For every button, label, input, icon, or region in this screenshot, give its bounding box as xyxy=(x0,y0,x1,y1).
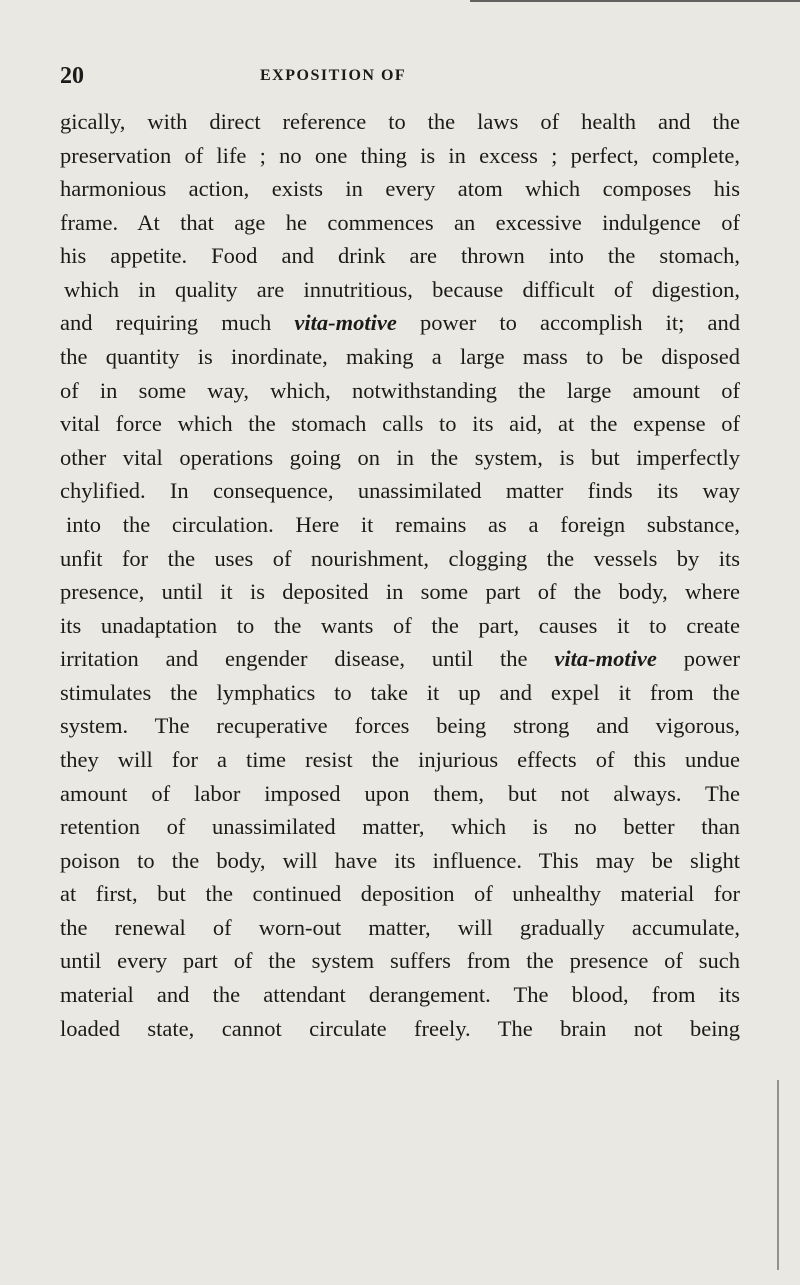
text-line xyxy=(60,743,740,777)
text-line xyxy=(60,642,740,676)
italic-term: vita-motive xyxy=(554,646,657,672)
text-segment: power xyxy=(656,646,740,672)
margin-binding-mark xyxy=(777,1080,779,1270)
text-line xyxy=(60,676,740,710)
text-segment: power to accomplish it; and xyxy=(396,310,740,336)
text-line xyxy=(60,944,740,978)
page-edge-shadow xyxy=(470,0,800,2)
text-segment: retention of unassimilated matter, which is no better than xyxy=(60,814,740,840)
text-line xyxy=(60,609,740,643)
text-segment: the renewal of worn-out matter, will gradually accumulate, xyxy=(60,914,740,940)
text-line xyxy=(60,911,740,945)
text-line xyxy=(60,273,740,307)
text-segment: vital force which the stomach calls to its aid, at the expense of xyxy=(60,411,740,437)
text-line xyxy=(60,441,740,475)
text-line xyxy=(60,105,740,139)
text-line xyxy=(60,844,740,878)
text-segment: until every part of the system suffers from the presence of such xyxy=(60,948,740,974)
running-head: EXPOSITION OF xyxy=(260,67,407,84)
text-segment: into the circulation. Here it remains as a foreign substance, xyxy=(66,511,740,537)
text-segment: at first, but the continued deposition of unhealthy material for xyxy=(60,881,740,907)
text-segment: preservation of life ; no one thing is in excess ; perfect, complete, xyxy=(60,142,740,168)
text-line xyxy=(60,777,740,811)
text-segment: material and the attendant derangement. The blood, from its xyxy=(60,982,740,1008)
text-line xyxy=(60,575,740,609)
text-line xyxy=(60,877,740,911)
text-line xyxy=(60,542,740,576)
text-line xyxy=(60,340,740,374)
text-line xyxy=(60,1012,740,1046)
text-segment: frame. At that age he commences an excessive indulgence of xyxy=(60,209,740,235)
text-line xyxy=(60,407,740,441)
text-segment: unfit for the uses of nourishment, clogging the vessels by its xyxy=(60,545,740,571)
text-segment: loaded state, cannot circulate freely. The brain not being xyxy=(60,1015,740,1041)
text-segment: system. The recuperative forces being strong and vigorous, xyxy=(60,713,740,739)
text-line xyxy=(60,139,740,173)
text-segment: his appetite. Food and drink are thrown into the stomach, xyxy=(60,243,740,269)
text-segment: other vital operations going on in the system, is but imperfectly xyxy=(60,444,740,470)
text-segment: irritation and engender disease, until the xyxy=(60,646,555,672)
text-segment: the quantity is inordinate, making a large mass to be disposed xyxy=(60,344,740,370)
text-line xyxy=(60,978,740,1012)
text-segment: of in some way, which, notwithstanding the large amount of xyxy=(60,377,740,403)
text-segment: poison to the body, will have its influence. This may be slight xyxy=(60,847,740,873)
text-segment: gically, with direct reference to the laws of health and the xyxy=(60,109,740,134)
text-line xyxy=(60,172,740,206)
body-text xyxy=(60,105,740,1045)
text-line xyxy=(60,239,740,273)
page-header xyxy=(60,58,740,94)
text-segment: amount of labor imposed upon them, but not always. The xyxy=(60,780,740,806)
text-line xyxy=(60,508,740,542)
text-line xyxy=(60,206,740,240)
text-segment: its unadaptation to the wants of the part, causes it to create xyxy=(60,612,740,638)
text-segment: harmonious action, exists in every atom which composes his xyxy=(60,176,740,202)
text-segment: they will for a time resist the injurious effects of this undue xyxy=(60,746,740,772)
page-number: 20 xyxy=(60,63,84,89)
text-segment: chylified. In consequence, unassimilated matter finds its way xyxy=(60,478,740,504)
text-segment: presence, until it is deposited in some part of the body, where xyxy=(60,579,740,605)
italic-term: vita-motive xyxy=(294,310,397,336)
text-line xyxy=(60,306,740,340)
text-line xyxy=(60,810,740,844)
text-line xyxy=(60,374,740,408)
text-segment: stimulates the lymphatics to take it up and expel it from the xyxy=(60,679,740,705)
text-line xyxy=(60,709,740,743)
text-segment: and requiring much xyxy=(60,310,295,336)
text-line xyxy=(60,474,740,508)
text-segment: which in quality are innutritious, because difficult of digestion, xyxy=(64,276,740,302)
